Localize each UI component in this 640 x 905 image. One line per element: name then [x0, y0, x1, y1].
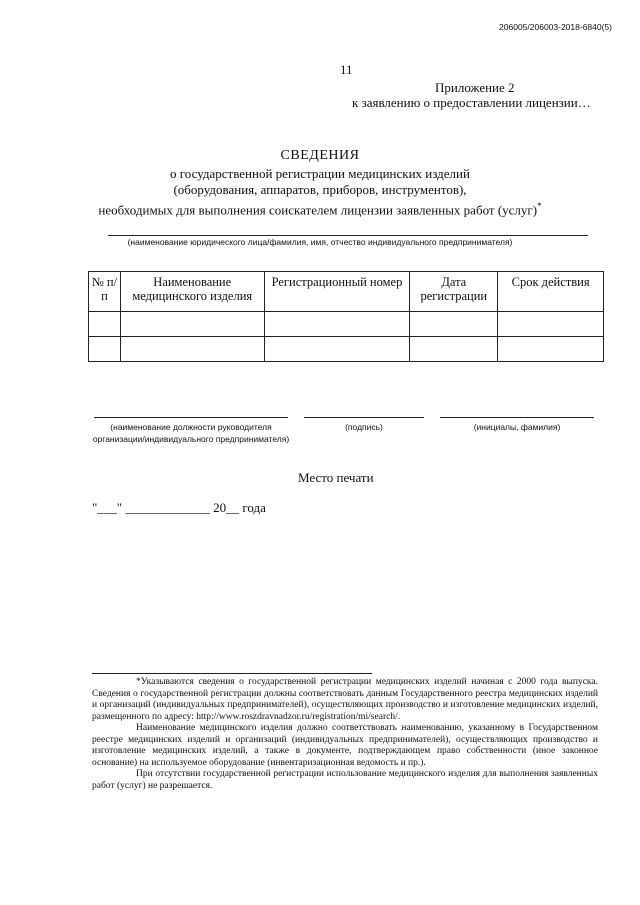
table-cell [410, 337, 498, 362]
table-cell [120, 312, 264, 337]
table-header-row [89, 272, 604, 312]
footnote-1: *Указываются сведения о государственной регистрации медицинских изделий начиная с 2000 года выпуска. Сведения о государственной регистрации должны соответствовать данным Государственного реестра медицинских изделий и организаций (индивидуальных предпринимателей), осуществляющих производство и изготовление медицинских изделий, размещенного по адресу: http://www.roszdravnadzor.ru/registration/mi/search/. [92, 677, 598, 722]
stamp-label: Место печати [298, 470, 374, 485]
table-cell [120, 337, 264, 362]
table-row [89, 312, 604, 337]
col-header-reg-number: Регистрационный номер [264, 272, 410, 312]
table-cell [264, 337, 410, 362]
subtitle-line-2: (оборудования, аппаратов, приборов, инструментов), [173, 182, 467, 197]
table-cell [89, 337, 121, 362]
footnote-mark: * [537, 201, 542, 211]
col-header-validity: Срок действия [498, 272, 604, 312]
date-field: "___" _____________ 20__ года [92, 500, 266, 515]
position-line [94, 417, 288, 418]
signature-caption: (подпись) [345, 422, 383, 432]
footnote-2: Наименование медицинского изделия должно соответствовать наименованию, указанному в Государственном реестре медицинских изделий и организаций (индивидуальных предпринимателей), осуществляющих производство и изготовление медицинских изделий, а также в документе, подтверждающем право собственности (иное законное основание) на используемое оборудование (инвентаризационная ведомость и пр.). [92, 723, 598, 768]
document-title: СВЕДЕНИЯ [280, 148, 360, 163]
signature-line [304, 417, 424, 418]
table-cell [264, 312, 410, 337]
col-header-device-name: Наименование медицинского изделия [120, 272, 264, 312]
org-name-line [108, 235, 588, 236]
table-cell [89, 312, 121, 337]
col-header-reg-date: Дата регистрации [410, 272, 498, 312]
footnote-3: При отсутствии государственной регистрации использование медицинского изделия для выполнения заявленных работ (услуг) не разрешается. [92, 769, 598, 791]
appendix-label: Приложение 2 [435, 80, 515, 95]
subtitle-line-3: необходимых для выполнения соискателем лицензии заявленных работ (услуг)* [98, 201, 542, 218]
registration-table [88, 271, 604, 362]
table-cell [410, 312, 498, 337]
footnote-rule [92, 673, 372, 674]
table-cell [498, 337, 604, 362]
document-id: 206005/206003-2018-6840(5) [499, 22, 612, 32]
position-caption: (наименование должности руководителя организации/индивидуального предпринимателя) [92, 422, 290, 444]
name-line [440, 417, 594, 418]
document-subtitle [0, 166, 640, 218]
appendix-reference: к заявлению о предоставлении лицензии… [352, 95, 591, 110]
table-row [89, 337, 604, 362]
footnotes [92, 677, 598, 792]
subtitle-line-1: о государственной регистрации медицинских изделий [170, 166, 470, 181]
org-name-caption: (наименование юридического лица/фамилия, имя, отчество индивидуального предпринимателя) [127, 237, 513, 247]
table-cell [498, 312, 604, 337]
page-number: 11 [340, 62, 353, 77]
col-header-number: № п/п [89, 272, 121, 312]
name-caption: (инициалы, фамилия) [473, 422, 561, 432]
